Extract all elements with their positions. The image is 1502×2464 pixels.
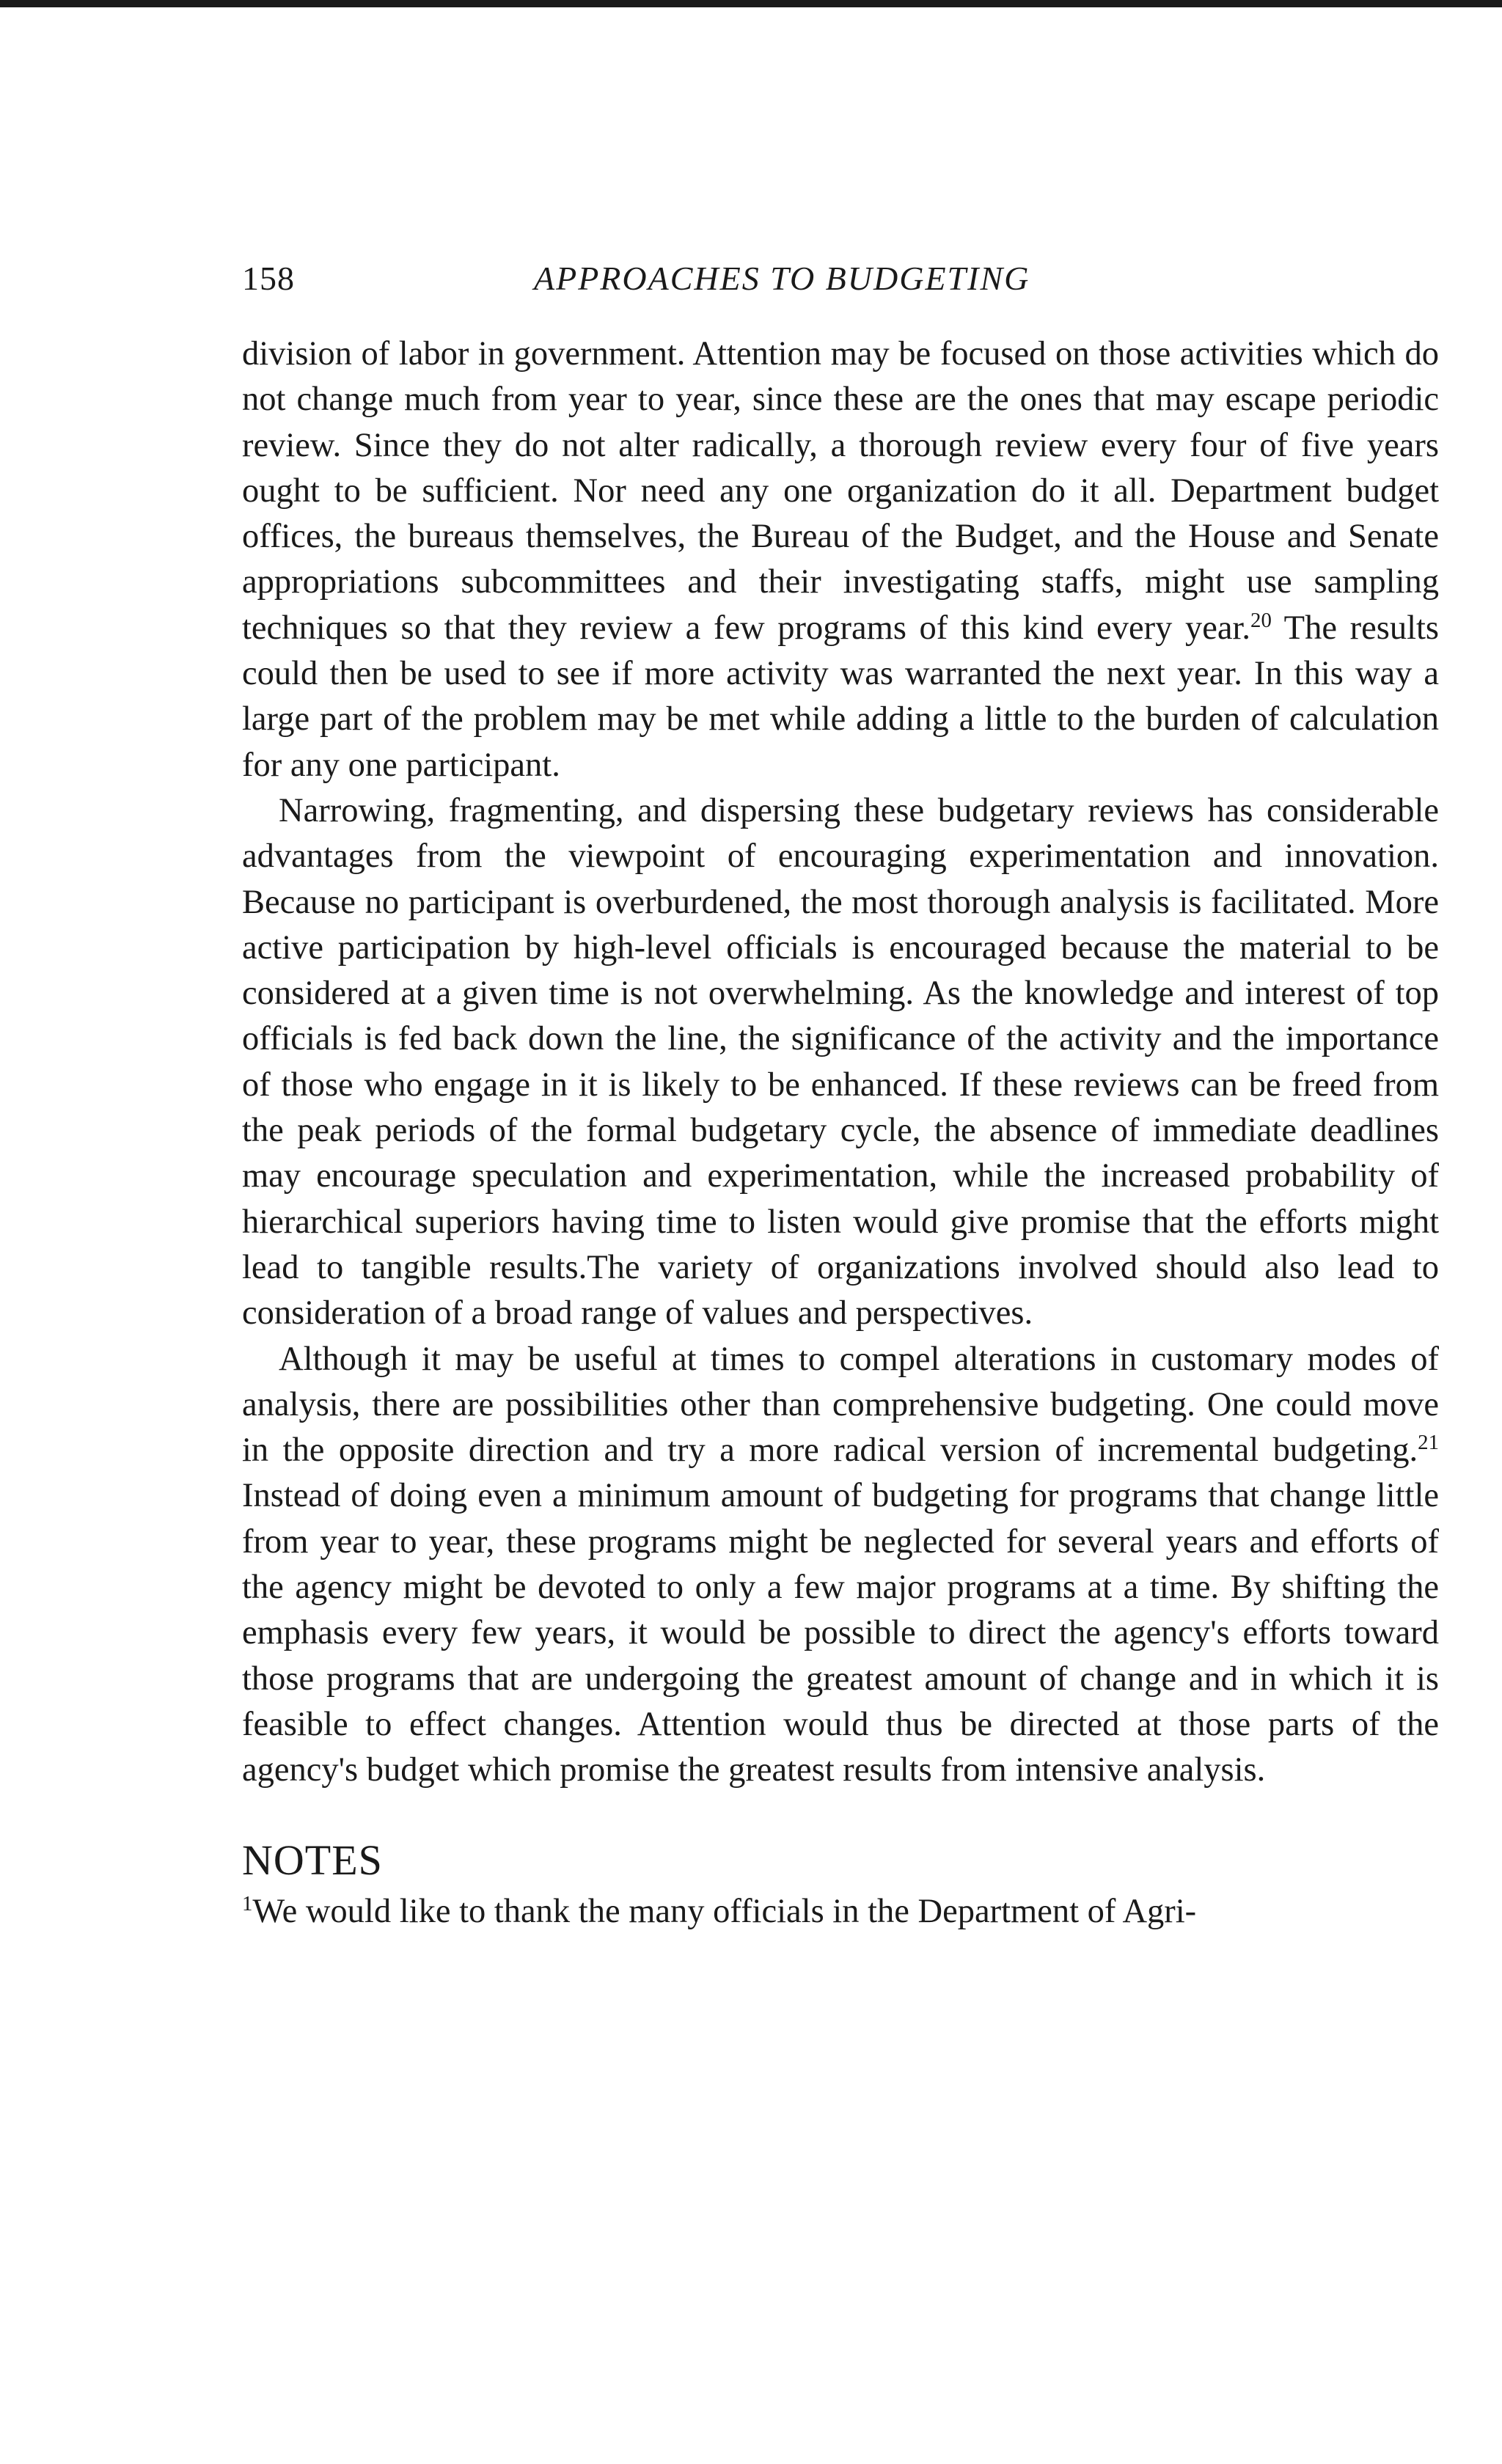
- top-edge-rule: [0, 0, 1502, 7]
- note-item: [242, 1889, 1439, 1935]
- paragraph-text: The results could then be used to see if more activity was warranted the next year. In this way a large part of the problem may be met while adding a little to the burden of calculation for any one participant.: [242, 609, 1440, 784]
- paragraph-text: division of labor in government. Attention may be focused on those activities which do not change much from year to year, since these are the ones that may escape periodic review. Since they do not alter radically, a thorough review every four of five years ought to be sufficient. Nor need any one organization do it all. Department budget offices, the bureaus themselves, the Bureau of the Budget, and the House and Senate appropriations subcommittees and their investigating staffs, might use sampling techniques so that they review a few programs of this kind every year.: [242, 335, 1439, 647]
- note-text: We would like to thank the many officials in the Department of Agri-: [252, 1892, 1197, 1930]
- body-text: [242, 331, 1439, 1794]
- paragraph-text: Instead of doing even a minimum amount of budgeting for programs that change little from year to year, these programs might be neglected for several years and efforts of the agency might be devoted to only a few major programs at a time. By shifting the emphasis every few years, it would be possible to direct the agency's efforts toward those programs that are undergoing the greatest amount of change and in which it is feasible to effect changes. Attention would thus be directed at those parts of the agency's budget which promise the greatest results from intensive analysis.: [242, 1477, 1439, 1789]
- running-title: APPROACHES TO BUDGETING: [534, 260, 1030, 297]
- notes-heading: NOTES: [242, 1836, 383, 1884]
- paragraph: [242, 788, 1439, 1337]
- footnote-ref-20: 20: [1250, 608, 1272, 632]
- book-page: [242, 249, 1439, 1935]
- paragraph-text: Although it may be useful at times to compel alterations in customary modes of analysis, there are possibilities other than comprehensive budgeting. One could move in the opposite direction and try a more radical version of incremental budgeting.: [242, 1340, 1439, 1470]
- running-head: [242, 249, 1439, 308]
- footnote-ref-21: 21: [1418, 1431, 1439, 1455]
- note-marker: 1: [242, 1891, 253, 1915]
- paragraph-text: Narrowing, fragmenting, and dispersing these budgetary reviews has considerable advantages from the viewpoint of encouraging experimentation and innovation. Because no participant is overburdened, the most thorough analysis is facilitated. More active participation by high-level officials is encouraged because the material to be considered at a given time is not overwhelming. As the knowledge and interest of top officials is fed back down the line, the significance of the activity and the importance of those who engage in it is likely to be enhanced. If these reviews can be freed from the peak periods of the formal budgetary cycle, the absence of immediate deadlines may encourage speculation and experimentation, while the increased probability of hierarchical superiors having time to listen would give promise that the efforts might lead to tangible results.The variety of organizations involved should also lead to consideration of a broad range of values and perspectives.: [242, 791, 1439, 1332]
- paragraph: [242, 331, 1439, 788]
- page-number: 158: [242, 260, 295, 297]
- paragraph: [242, 1337, 1439, 1794]
